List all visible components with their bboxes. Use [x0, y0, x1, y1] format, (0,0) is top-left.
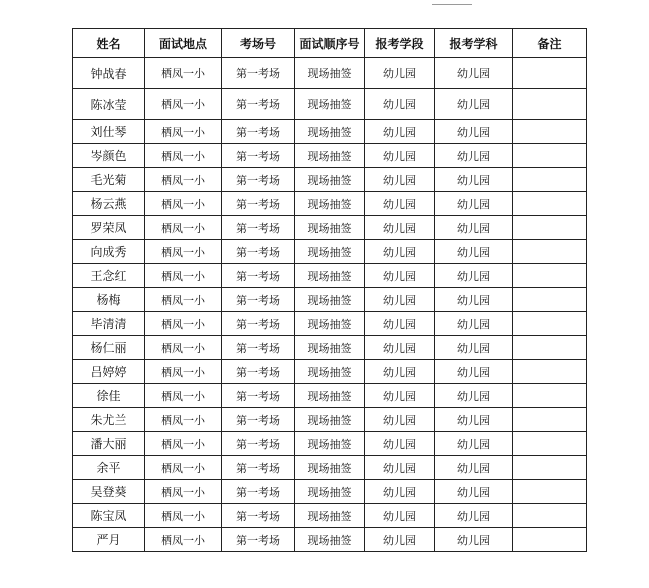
table-row: [73, 480, 587, 504]
cell-subject: 幼儿园: [435, 456, 513, 480]
cell-name: 余平: [73, 456, 145, 480]
cell-room: 第一考场: [222, 58, 295, 89]
cell-name: 钟战春: [73, 58, 145, 89]
cell-note: [513, 192, 587, 216]
cell-subject: 幼儿园: [435, 432, 513, 456]
cell-room: 第一考场: [222, 480, 295, 504]
cell-room: 第一考场: [222, 384, 295, 408]
cell-stage: 幼儿园: [365, 58, 435, 89]
cell-stage: 幼儿园: [365, 528, 435, 552]
table-body: [73, 58, 587, 552]
cell-note: [513, 432, 587, 456]
cell-location: 栖凤一小: [145, 120, 222, 144]
cell-room: 第一考场: [222, 312, 295, 336]
cell-location: 栖凤一小: [145, 336, 222, 360]
cell-order: 现场抽签: [295, 264, 365, 288]
header-location: 面试地点: [145, 29, 222, 58]
cell-note: [513, 360, 587, 384]
cell-room: 第一考场: [222, 288, 295, 312]
header-subject: 报考学科: [435, 29, 513, 58]
cell-name: 岑颜色: [73, 144, 145, 168]
cell-order: 现场抽签: [295, 144, 365, 168]
header-note: 备注: [513, 29, 587, 58]
table-row: [73, 408, 587, 432]
cell-order: 现场抽签: [295, 240, 365, 264]
cell-note: [513, 288, 587, 312]
table-row: [73, 240, 587, 264]
cell-subject: 幼儿园: [435, 336, 513, 360]
table-row: [73, 504, 587, 528]
cell-note: [513, 480, 587, 504]
cell-note: [513, 89, 587, 120]
cell-stage: 幼儿园: [365, 456, 435, 480]
cell-order: 现场抽签: [295, 288, 365, 312]
cell-room: 第一考场: [222, 432, 295, 456]
cell-subject: 幼儿园: [435, 264, 513, 288]
cell-stage: 幼儿园: [365, 360, 435, 384]
cell-name: 吕婷婷: [73, 360, 145, 384]
cell-room: 第一考场: [222, 528, 295, 552]
cell-location: 栖凤一小: [145, 192, 222, 216]
table-row: [73, 336, 587, 360]
cell-stage: 幼儿园: [365, 144, 435, 168]
cell-name: 王念红: [73, 264, 145, 288]
cell-location: 栖凤一小: [145, 144, 222, 168]
cell-order: 现场抽签: [295, 360, 365, 384]
table-row: [73, 216, 587, 240]
cell-stage: 幼儿园: [365, 432, 435, 456]
cell-stage: 幼儿园: [365, 384, 435, 408]
cell-subject: 幼儿园: [435, 89, 513, 120]
cell-order: 现场抽签: [295, 216, 365, 240]
cell-stage: 幼儿园: [365, 504, 435, 528]
cell-location: 栖凤一小: [145, 312, 222, 336]
cell-room: 第一考场: [222, 456, 295, 480]
cell-note: [513, 120, 587, 144]
cell-subject: 幼儿园: [435, 120, 513, 144]
cell-subject: 幼儿园: [435, 58, 513, 89]
table-row: [73, 192, 587, 216]
cell-location: 栖凤一小: [145, 216, 222, 240]
cell-subject: 幼儿园: [435, 192, 513, 216]
cell-order: 现场抽签: [295, 384, 365, 408]
cell-subject: 幼儿园: [435, 288, 513, 312]
cell-location: 栖凤一小: [145, 384, 222, 408]
cell-location: 栖凤一小: [145, 456, 222, 480]
cell-room: 第一考场: [222, 504, 295, 528]
cell-stage: 幼儿园: [365, 240, 435, 264]
cell-order: 现场抽签: [295, 168, 365, 192]
cell-name: 杨仁丽: [73, 336, 145, 360]
cell-subject: 幼儿园: [435, 360, 513, 384]
cell-stage: 幼儿园: [365, 192, 435, 216]
cell-order: 现场抽签: [295, 480, 365, 504]
cell-room: 第一考场: [222, 216, 295, 240]
header-name: 姓名: [73, 29, 145, 58]
table-row: [73, 432, 587, 456]
table-row: [73, 384, 587, 408]
cell-location: 栖凤一小: [145, 408, 222, 432]
cell-order: 现场抽签: [295, 432, 365, 456]
cell-stage: 幼儿园: [365, 480, 435, 504]
cell-name: 杨梅: [73, 288, 145, 312]
cell-name: 吴登葵: [73, 480, 145, 504]
cell-note: [513, 312, 587, 336]
header-order: 面试顺序号: [295, 29, 365, 58]
table-row: [73, 144, 587, 168]
cell-note: [513, 336, 587, 360]
cell-stage: 幼儿园: [365, 89, 435, 120]
cell-name: 陈冰莹: [73, 89, 145, 120]
cell-name: 朱尤兰: [73, 408, 145, 432]
cell-note: [513, 528, 587, 552]
cell-name: 杨云燕: [73, 192, 145, 216]
cell-room: 第一考场: [222, 408, 295, 432]
cell-name: 罗荣凤: [73, 216, 145, 240]
table-row: [73, 312, 587, 336]
cell-name: 徐佳: [73, 384, 145, 408]
cell-name: 向成秀: [73, 240, 145, 264]
table-row: [73, 456, 587, 480]
cell-note: [513, 144, 587, 168]
cell-name: 潘大丽: [73, 432, 145, 456]
cell-room: 第一考场: [222, 240, 295, 264]
cell-order: 现场抽签: [295, 528, 365, 552]
cell-note: [513, 58, 587, 89]
cell-room: 第一考场: [222, 89, 295, 120]
cell-room: 第一考场: [222, 336, 295, 360]
cell-subject: 幼儿园: [435, 480, 513, 504]
cell-subject: 幼儿园: [435, 408, 513, 432]
table-header-row: [73, 29, 587, 58]
header-room: 考场号: [222, 29, 295, 58]
cell-room: 第一考场: [222, 264, 295, 288]
cell-order: 现场抽签: [295, 408, 365, 432]
cell-room: 第一考场: [222, 144, 295, 168]
cell-stage: 幼儿园: [365, 288, 435, 312]
cell-name: 毛光菊: [73, 168, 145, 192]
cell-note: [513, 384, 587, 408]
table-row: [73, 89, 587, 120]
cell-location: 栖凤一小: [145, 504, 222, 528]
cell-stage: 幼儿园: [365, 264, 435, 288]
cell-order: 现场抽签: [295, 89, 365, 120]
table-row: [73, 58, 587, 89]
cell-subject: 幼儿园: [435, 504, 513, 528]
cell-stage: 幼儿园: [365, 120, 435, 144]
table-row: [73, 120, 587, 144]
cell-name: 刘仕琴: [73, 120, 145, 144]
cell-stage: 幼儿园: [365, 408, 435, 432]
interview-roster-table: [72, 28, 587, 552]
cell-order: 现场抽签: [295, 120, 365, 144]
cell-note: [513, 456, 587, 480]
cell-location: 栖凤一小: [145, 168, 222, 192]
cell-stage: 幼儿园: [365, 168, 435, 192]
table-row: [73, 360, 587, 384]
cell-note: [513, 504, 587, 528]
cell-note: [513, 408, 587, 432]
table-row: [73, 264, 587, 288]
cell-name: 严月: [73, 528, 145, 552]
table-row: [73, 288, 587, 312]
cell-order: 现场抽签: [295, 312, 365, 336]
cell-room: 第一考场: [222, 168, 295, 192]
cell-room: 第一考场: [222, 192, 295, 216]
cell-room: 第一考场: [222, 360, 295, 384]
cell-stage: 幼儿园: [365, 312, 435, 336]
cell-subject: 幼儿园: [435, 528, 513, 552]
cell-note: [513, 264, 587, 288]
cell-location: 栖凤一小: [145, 89, 222, 120]
table-row: [73, 168, 587, 192]
top-edge-fragment: [432, 0, 472, 5]
cell-order: 现场抽签: [295, 456, 365, 480]
cell-subject: 幼儿园: [435, 312, 513, 336]
cell-location: 栖凤一小: [145, 288, 222, 312]
cell-location: 栖凤一小: [145, 58, 222, 89]
cell-order: 现场抽签: [295, 58, 365, 89]
cell-location: 栖凤一小: [145, 360, 222, 384]
cell-note: [513, 240, 587, 264]
cell-order: 现场抽签: [295, 192, 365, 216]
cell-subject: 幼儿园: [435, 144, 513, 168]
cell-subject: 幼儿园: [435, 240, 513, 264]
cell-stage: 幼儿园: [365, 336, 435, 360]
cell-location: 栖凤一小: [145, 264, 222, 288]
cell-room: 第一考场: [222, 120, 295, 144]
cell-subject: 幼儿园: [435, 216, 513, 240]
cell-name: 陈宝凤: [73, 504, 145, 528]
cell-subject: 幼儿园: [435, 384, 513, 408]
cell-name: 毕清清: [73, 312, 145, 336]
cell-order: 现场抽签: [295, 336, 365, 360]
table-row: [73, 528, 587, 552]
cell-subject: 幼儿园: [435, 168, 513, 192]
cell-note: [513, 168, 587, 192]
cell-order: 现场抽签: [295, 504, 365, 528]
cell-location: 栖凤一小: [145, 432, 222, 456]
cell-location: 栖凤一小: [145, 528, 222, 552]
cell-location: 栖凤一小: [145, 480, 222, 504]
cell-location: 栖凤一小: [145, 240, 222, 264]
cell-note: [513, 216, 587, 240]
header-stage: 报考学段: [365, 29, 435, 58]
cell-stage: 幼儿园: [365, 216, 435, 240]
